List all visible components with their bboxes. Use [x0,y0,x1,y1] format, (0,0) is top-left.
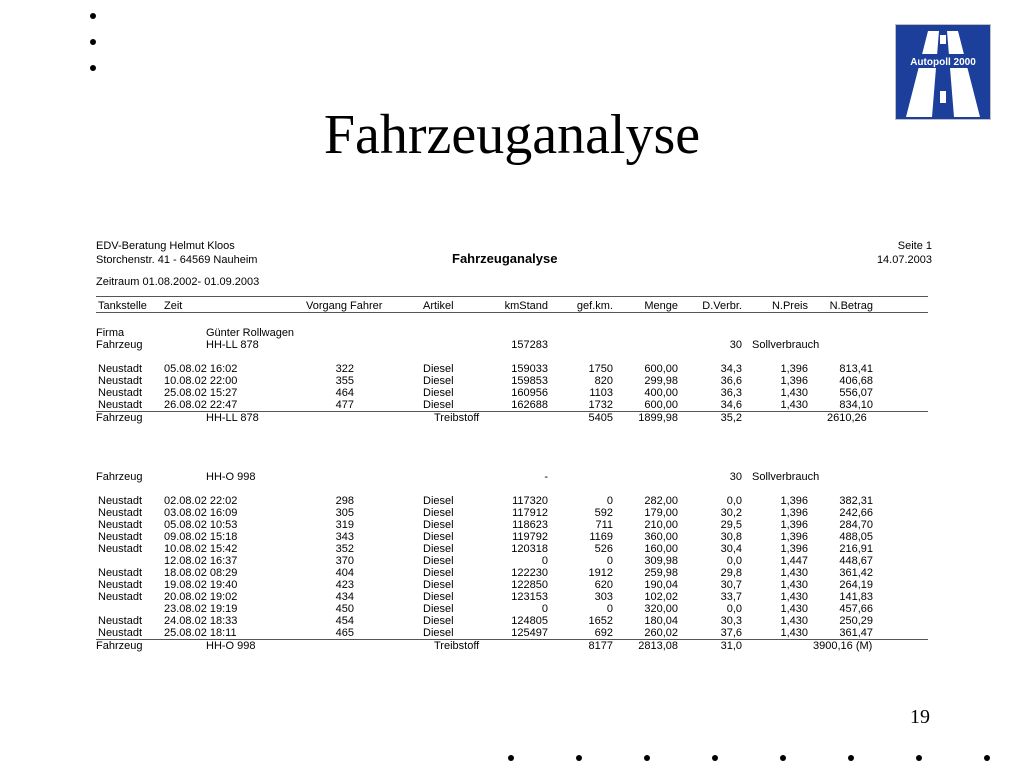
cell-vorgang: 464 [335,387,354,399]
col-gefkm: gef.km. [576,300,613,312]
cell-vorgang: 305 [335,507,354,519]
cell-dverbr: 36,6 [720,375,742,387]
col-dverbr: D.Verbr. [702,300,742,312]
cell-nbetrag: 406,68 [839,375,873,387]
cell-npreis: 1,430 [780,603,808,615]
vehicle-kmstand: - [544,471,548,483]
cell-zeit: 10.08.02 22:00 [164,375,238,387]
total-dverbr: 31,0 [720,640,742,652]
cell-dverbr: 33,7 [720,591,742,603]
col-nbetrag: N.Betrag [829,300,873,312]
total-nbetrag: 2610,26 [827,412,867,424]
cell-nbetrag: 361,42 [839,567,873,579]
cell-npreis: 1,430 [780,399,808,411]
col-artikel: Artikel [423,300,454,312]
cell-nbetrag: 264,19 [839,579,873,591]
cell-zeit: 24.08.02 18:33 [164,615,238,627]
vehicle-kmstand: 157283 [511,339,548,351]
col-vorgang: Vorgang Fahrer [306,300,383,312]
vehicle-label: Fahrzeug [96,339,143,351]
total-gefkm: 5405 [588,412,613,424]
cell-vorgang: 352 [335,543,354,555]
cell-vorgang: 298 [335,495,354,507]
cell-tankstelle: Neustadt [98,579,143,591]
cell-artikel: Diesel [423,543,454,555]
total-gefkm: 8177 [588,640,613,652]
cell-vorgang: 454 [335,615,354,627]
cell-npreis: 1,396 [780,531,808,543]
vehicle-label: Fahrzeug [96,471,143,483]
cell-dverbr: 0,0 [726,495,742,507]
cell-kmstand: 159853 [511,375,548,387]
cell-vorgang: 322 [335,363,354,375]
cell-artikel: Diesel [423,555,454,567]
col-kmstand: kmStand [504,300,548,312]
cell-dverbr: 30,3 [720,615,742,627]
cell-zeit: 03.08.02 16:09 [164,507,238,519]
total-label: Fahrzeug [96,412,143,424]
cell-dverbr: 30,2 [720,507,742,519]
cell-tankstelle: Neustadt [98,543,143,555]
cell-menge: 600,00 [644,399,678,411]
cell-tankstelle: Neustadt [98,375,143,387]
col-npreis: N.Preis [771,300,808,312]
cell-tankstelle: Neustadt [98,591,143,603]
cell-vorgang: 355 [335,375,354,387]
col-tankstelle: Tankstelle [98,300,147,312]
cell-menge: 210,00 [644,519,678,531]
total-nbetrag: 3900,16 (M) [813,640,873,652]
cell-artikel: Diesel [423,495,454,507]
cell-kmstand: 122850 [511,579,548,591]
cell-gefkm: 1732 [588,399,613,411]
cell-artikel: Diesel [423,507,454,519]
cell-vorgang: 343 [335,531,354,543]
cell-kmstand: 124805 [511,615,548,627]
total-dverbr: 35,2 [720,412,742,424]
company-name: EDV-Beratung Helmut Kloos [96,240,235,252]
cell-artikel: Diesel [423,375,454,387]
cell-menge: 102,02 [644,591,678,603]
cell-dverbr: 34,3 [720,363,742,375]
cell-vorgang: 404 [335,567,354,579]
cell-gefkm: 1652 [588,615,613,627]
cell-nbetrag: 382,31 [839,495,873,507]
cell-artikel: Diesel [423,591,454,603]
cell-kmstand: 125497 [511,627,548,639]
cell-zeit: 26.08.02 22:47 [164,399,238,411]
cell-kmstand: 0 [541,555,548,567]
cell-gefkm: 692 [594,627,613,639]
cell-zeit: 19.08.02 19:40 [164,579,238,591]
cell-vorgang: 319 [335,519,354,531]
cell-tankstelle: Neustadt [98,399,143,411]
cell-gefkm: 303 [594,591,613,603]
header-rule-bottom [96,312,928,313]
cell-dverbr: 37,6 [720,627,742,639]
cell-npreis: 1,430 [780,567,808,579]
cell-gefkm: 711 [595,519,613,531]
cell-menge: 360,00 [644,531,678,543]
cell-gefkm: 620 [594,579,613,591]
cell-menge: 260,02 [644,627,678,639]
cell-dverbr: 30,7 [720,579,742,591]
cell-artikel: Diesel [423,603,454,615]
vehicle-plate: HH-O 998 [206,471,256,483]
col-zeit: Zeit [164,300,183,312]
cell-zeit: 23.08.02 19:19 [164,603,238,615]
cell-dverbr: 29,8 [720,567,742,579]
cell-nbetrag: 361,47 [839,627,873,639]
cell-dverbr: 29,5 [720,519,742,531]
cell-zeit: 02.08.02 22:02 [164,495,238,507]
cell-npreis: 1,430 [780,579,808,591]
cell-nbetrag: 250,29 [839,615,873,627]
cell-menge: 282,00 [644,495,678,507]
firma-value: Günter Rollwagen [206,327,295,339]
cell-kmstand: 122230 [511,567,548,579]
cell-menge: 600,00 [644,363,678,375]
cell-npreis: 1,396 [780,519,808,531]
cell-zeit: 18.08.02 08:29 [164,567,238,579]
report-date: 14.07.2003 [876,254,932,266]
sollverbrauch-label: Sollverbrauch [752,471,820,483]
cell-kmstand: 160956 [511,387,548,399]
cell-gefkm: 1103 [589,387,613,399]
cell-vorgang: 423 [335,579,354,591]
cell-menge: 190,04 [644,579,678,591]
cell-dverbr: 36,3 [720,387,742,399]
cell-gefkm: 592 [594,507,613,519]
cell-npreis: 1,447 [780,555,808,567]
cell-kmstand: 117912 [512,507,548,519]
cell-kmstand: 118623 [512,519,548,531]
report-page: Seite 1 [897,240,932,252]
cell-nbetrag: 457,66 [839,603,873,615]
sollverbrauch-value: 30 [729,339,742,351]
cell-vorgang: 465 [335,627,354,639]
cell-artikel: Diesel [423,399,454,411]
cell-tankstelle: Neustadt [98,519,143,531]
cell-zeit: 10.08.02 15:42 [164,543,238,555]
cell-kmstand: 119792 [512,531,548,543]
cell-zeit: 25.08.02 18:11 [164,627,237,639]
cell-gefkm: 0 [606,555,613,567]
cell-dverbr: 0,0 [726,555,742,567]
cell-npreis: 1,430 [780,615,808,627]
cell-nbetrag: 556,07 [839,387,873,399]
cell-menge: 259,98 [644,567,678,579]
cell-tankstelle: Neustadt [98,531,143,543]
company-address: Storchenstr. 41 - 64569 Nauheim [96,254,258,266]
cell-artikel: Diesel [423,387,454,399]
logo-text: Autopoll 2000 [910,57,976,68]
slide-title: Fahrzeuganalyse [323,104,701,166]
cell-dverbr: 0,0 [726,603,742,615]
cell-tankstelle: Neustadt [98,567,143,579]
cell-dverbr: 30,8 [720,531,742,543]
cell-menge: 309,98 [644,555,678,567]
cell-nbetrag: 448,67 [839,555,873,567]
cell-menge: 320,00 [644,603,678,615]
cell-kmstand: 0 [541,603,548,615]
cell-tankstelle: Neustadt [98,627,143,639]
cell-artikel: Diesel [423,567,454,579]
cell-zeit: 25.08.02 15:27 [164,387,238,399]
vehicle-plate: HH-LL 878 [206,339,259,351]
sollverbrauch-label: Sollverbrauch [752,339,820,351]
report-title: Fahrzeuganalyse [452,251,558,266]
cell-tankstelle: Neustadt [98,615,143,627]
cell-npreis: 1,430 [780,591,808,603]
cell-nbetrag: 488,05 [839,531,873,543]
cell-artikel: Diesel [423,615,454,627]
col-menge: Menge [644,300,678,312]
cell-zeit: 20.08.02 19:02 [164,591,238,603]
total-plate: HH-O 998 [206,640,256,652]
cell-kmstand: 162688 [511,399,548,411]
cell-zeit: 05.08.02 16:02 [164,363,238,375]
cell-menge: 160,00 [644,543,678,555]
cell-vorgang: 434 [335,591,354,603]
sollverbrauch-value: 30 [729,471,742,483]
cell-tankstelle: Neustadt [98,387,143,399]
cell-artikel: Diesel [423,627,454,639]
cell-kmstand: 123153 [511,591,548,603]
cell-npreis: 1,396 [780,507,808,519]
cell-vorgang: 477 [335,399,354,411]
total-menge: 2813,08 [638,640,678,652]
cell-menge: 180,04 [644,615,678,627]
cell-zeit: 12.08.02 16:37 [164,555,238,567]
cell-npreis: 1,396 [780,543,808,555]
cell-artikel: Diesel [423,531,454,543]
total-artikel: Treibstoff [434,640,480,652]
cell-tankstelle: Neustadt [98,495,143,507]
cell-vorgang: 450 [335,603,354,615]
cell-npreis: 1,396 [780,363,808,375]
cell-vorgang: 370 [335,555,354,567]
total-menge: 1899,98 [638,412,678,424]
header-rule-top [96,296,928,297]
total-label: Fahrzeug [96,640,143,652]
cell-npreis: 1,396 [780,375,808,387]
cell-kmstand: 117320 [512,495,548,507]
cell-nbetrag: 834,10 [839,399,873,411]
cell-gefkm: 1912 [588,567,613,579]
cell-zeit: 09.08.02 15:18 [164,531,238,543]
cell-zeit: 05.08.02 10:53 [164,519,238,531]
total-plate: HH-LL 878 [206,412,259,424]
cell-gefkm: 1169 [589,531,613,543]
cell-npreis: 1,430 [780,627,808,639]
total-artikel: Treibstoff [434,412,480,424]
cell-nbetrag: 216,91 [839,543,873,555]
cell-artikel: Diesel [423,519,454,531]
cell-artikel: Diesel [423,579,454,591]
cell-gefkm: 820 [594,375,613,387]
report-period: Zeitraum 01.08.2002- 01.09.2003 [96,276,260,288]
cell-npreis: 1,396 [780,495,808,507]
firma-label: Firma [96,327,125,339]
cell-gefkm: 0 [606,495,613,507]
cell-artikel: Diesel [423,363,454,375]
cell-dverbr: 34,6 [720,399,742,411]
cell-dverbr: 30,4 [720,543,742,555]
page-number: 19 [910,706,930,728]
cell-nbetrag: 284,70 [839,519,873,531]
cell-gefkm: 1750 [588,363,613,375]
cell-npreis: 1,430 [780,387,808,399]
cell-menge: 179,00 [644,507,678,519]
cell-menge: 400,00 [644,387,678,399]
cell-tankstelle: Neustadt [98,507,143,519]
cell-gefkm: 526 [594,543,613,555]
cell-gefkm: 0 [606,603,613,615]
cell-kmstand: 159033 [511,363,548,375]
cell-kmstand: 120318 [511,543,548,555]
cell-menge: 299,98 [644,375,678,387]
cell-tankstelle: Neustadt [98,363,143,375]
cell-nbetrag: 141,83 [839,591,873,603]
cell-nbetrag: 242,66 [839,507,873,519]
cell-nbetrag: 813,41 [839,363,873,375]
